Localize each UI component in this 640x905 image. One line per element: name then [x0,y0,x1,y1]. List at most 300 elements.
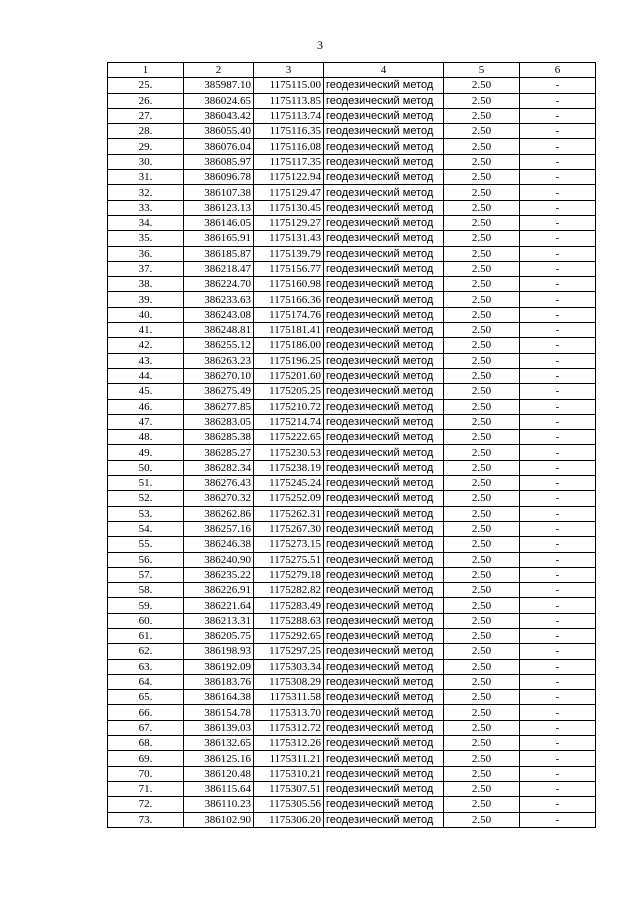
column-header-2: 2 [184,63,254,78]
point-number-cell: 73. [108,812,184,827]
y-coordinate-cell: 1175196.25 [254,353,324,368]
y-coordinate-cell: 1175313.70 [254,705,324,720]
note-cell: - [520,307,596,322]
x-coordinate-cell: 386283.05 [184,414,254,429]
point-number-cell: 62. [108,644,184,659]
x-coordinate-cell: 386120.48 [184,766,254,781]
error-cell: 2.50 [444,368,520,383]
error-cell: 2.50 [444,200,520,215]
table-row [108,736,596,751]
y-coordinate-cell: 1175267.30 [254,521,324,536]
column-header-5: 5 [444,63,520,78]
note-cell: - [520,108,596,123]
note-cell: - [520,399,596,414]
point-number-cell: 63. [108,659,184,674]
x-coordinate-cell: 386257.16 [184,521,254,536]
x-coordinate-cell: 386107.38 [184,185,254,200]
y-coordinate-cell: 1175174.76 [254,307,324,322]
error-cell: 2.50 [444,246,520,261]
note-cell: - [520,460,596,475]
method-cell: геодезический метод [324,292,444,307]
error-cell: 2.50 [444,506,520,521]
note-cell: - [520,766,596,781]
table-row [108,139,596,154]
method-cell: геодезический метод [324,139,444,154]
table-row [108,277,596,292]
y-coordinate-cell: 1175115.00 [254,78,324,93]
x-coordinate-cell: 386285.27 [184,445,254,460]
x-coordinate-cell: 386240.90 [184,552,254,567]
table-row [108,323,596,338]
table-row [108,705,596,720]
error-cell: 2.50 [444,476,520,491]
error-cell: 2.50 [444,659,520,674]
y-coordinate-cell: 1175122.94 [254,170,324,185]
table-row [108,567,596,582]
method-cell: геодезический метод [324,430,444,445]
y-coordinate-cell: 1175311.21 [254,751,324,766]
method-cell: геодезический метод [324,231,444,246]
point-number-cell: 42. [108,338,184,353]
y-coordinate-cell: 1175310.21 [254,766,324,781]
note-cell: - [520,338,596,353]
y-coordinate-cell: 1175262.31 [254,506,324,521]
table-row [108,476,596,491]
y-coordinate-cell: 1175305.56 [254,797,324,812]
table-row [108,292,596,307]
note-cell: - [520,797,596,812]
y-coordinate-cell: 1175275.51 [254,552,324,567]
coordinates-table [107,62,596,828]
table-row [108,384,596,399]
error-cell: 2.50 [444,307,520,322]
y-coordinate-cell: 1175156.77 [254,261,324,276]
table-row [108,78,596,93]
x-coordinate-cell: 386146.05 [184,215,254,230]
method-cell: геодезический метод [324,307,444,322]
table-row [108,797,596,812]
table-row [108,674,596,689]
point-number-cell: 38. [108,277,184,292]
point-number-cell: 39. [108,292,184,307]
y-coordinate-cell: 1175230.53 [254,445,324,460]
method-cell: геодезический метод [324,414,444,429]
method-cell: геодезический метод [324,781,444,796]
error-cell: 2.50 [444,521,520,536]
method-cell: геодезический метод [324,460,444,475]
y-coordinate-cell: 1175303.34 [254,659,324,674]
table-row [108,537,596,552]
y-coordinate-cell: 1175205.25 [254,384,324,399]
x-coordinate-cell: 386192.09 [184,659,254,674]
note-cell: - [520,414,596,429]
point-number-cell: 51. [108,476,184,491]
x-coordinate-cell: 385987.10 [184,78,254,93]
method-cell: геодезический метод [324,521,444,536]
x-coordinate-cell: 386076.04 [184,139,254,154]
error-cell: 2.50 [444,460,520,475]
table-row [108,628,596,643]
error-cell: 2.50 [444,231,520,246]
error-cell: 2.50 [444,353,520,368]
error-cell: 2.50 [444,292,520,307]
point-number-cell: 55. [108,537,184,552]
note-cell: - [520,690,596,705]
point-number-cell: 33. [108,200,184,215]
point-number-cell: 66. [108,705,184,720]
error-cell: 2.50 [444,720,520,735]
y-coordinate-cell: 1175252.09 [254,491,324,506]
error-cell: 2.50 [444,736,520,751]
point-number-cell: 72. [108,797,184,812]
note-cell: - [520,231,596,246]
point-number-cell: 36. [108,246,184,261]
y-coordinate-cell: 1175307.51 [254,781,324,796]
x-coordinate-cell: 386043.42 [184,108,254,123]
error-cell: 2.50 [444,598,520,613]
x-coordinate-cell: 386213.31 [184,613,254,628]
table-row [108,246,596,261]
note-cell: - [520,613,596,628]
table-row [108,720,596,735]
error-cell: 2.50 [444,430,520,445]
table-row [108,154,596,169]
error-cell: 2.50 [444,613,520,628]
method-cell: геодезический метод [324,766,444,781]
table-row [108,430,596,445]
x-coordinate-cell: 386125.16 [184,751,254,766]
point-number-cell: 32. [108,185,184,200]
method-cell: геодезический метод [324,583,444,598]
y-coordinate-cell: 1175222.65 [254,430,324,445]
table-header-row [108,63,596,78]
y-coordinate-cell: 1175238.19 [254,460,324,475]
y-coordinate-cell: 1175116.35 [254,124,324,139]
point-number-cell: 54. [108,521,184,536]
point-number-cell: 25. [108,78,184,93]
x-coordinate-cell: 386277.85 [184,399,254,414]
point-number-cell: 68. [108,736,184,751]
method-cell: геодезический метод [324,506,444,521]
table-row [108,598,596,613]
x-coordinate-cell: 386198.93 [184,644,254,659]
method-cell: геодезический метод [324,78,444,93]
x-coordinate-cell: 386221.64 [184,598,254,613]
note-cell: - [520,506,596,521]
point-number-cell: 58. [108,583,184,598]
note-cell: - [520,537,596,552]
x-coordinate-cell: 386262.86 [184,506,254,521]
x-coordinate-cell: 386275.49 [184,384,254,399]
x-coordinate-cell: 386164.38 [184,690,254,705]
column-header-3: 3 [254,63,324,78]
y-coordinate-cell: 1175131.43 [254,231,324,246]
x-coordinate-cell: 386248.81 [184,323,254,338]
y-coordinate-cell: 1175129.47 [254,185,324,200]
x-coordinate-cell: 386123.13 [184,200,254,215]
method-cell: геодезический метод [324,537,444,552]
x-coordinate-cell: 386183.76 [184,674,254,689]
column-header-6: 6 [520,63,596,78]
x-coordinate-cell: 386085.97 [184,154,254,169]
error-cell: 2.50 [444,690,520,705]
y-coordinate-cell: 1175166.36 [254,292,324,307]
column-header-1: 1 [108,63,184,78]
method-cell: геодезический метод [324,368,444,383]
column-header-4: 4 [324,63,444,78]
error-cell: 2.50 [444,261,520,276]
note-cell: - [520,705,596,720]
table-row [108,368,596,383]
note-cell: - [520,812,596,827]
error-cell: 2.50 [444,781,520,796]
method-cell: геодезический метод [324,598,444,613]
point-number-cell: 65. [108,690,184,705]
table-row [108,399,596,414]
note-cell: - [520,476,596,491]
point-number-cell: 41. [108,323,184,338]
x-coordinate-cell: 386224.70 [184,277,254,292]
note-cell: - [520,353,596,368]
note-cell: - [520,659,596,674]
method-cell: геодезический метод [324,705,444,720]
point-number-cell: 48. [108,430,184,445]
error-cell: 2.50 [444,93,520,108]
point-number-cell: 59. [108,598,184,613]
point-number-cell: 34. [108,215,184,230]
table-body [108,78,596,828]
y-coordinate-cell: 1175113.85 [254,93,324,108]
point-number-cell: 57. [108,567,184,582]
point-number-cell: 52. [108,491,184,506]
table-row [108,261,596,276]
point-number-cell: 44. [108,368,184,383]
method-cell: геодезический метод [324,628,444,643]
method-cell: геодезический метод [324,491,444,506]
error-cell: 2.50 [444,812,520,827]
method-cell: геодезический метод [324,246,444,261]
method-cell: геодезический метод [324,613,444,628]
table-row [108,781,596,796]
error-cell: 2.50 [444,399,520,414]
x-coordinate-cell: 386233.63 [184,292,254,307]
note-cell: - [520,736,596,751]
method-cell: геодезический метод [324,751,444,766]
table-row [108,445,596,460]
table-row [108,93,596,108]
table-row [108,613,596,628]
error-cell: 2.50 [444,185,520,200]
x-coordinate-cell: 386282.34 [184,460,254,475]
x-coordinate-cell: 386115.64 [184,781,254,796]
note-cell: - [520,170,596,185]
table-row [108,583,596,598]
point-number-cell: 46. [108,399,184,414]
x-coordinate-cell: 386132.65 [184,736,254,751]
note-cell: - [520,124,596,139]
point-number-cell: 56. [108,552,184,567]
note-cell: - [520,139,596,154]
method-cell: геодезический метод [324,323,444,338]
point-number-cell: 60. [108,613,184,628]
note-cell: - [520,598,596,613]
table-row [108,353,596,368]
table-row [108,414,596,429]
x-coordinate-cell: 386246.38 [184,537,254,552]
note-cell: - [520,781,596,796]
table-row [108,506,596,521]
method-cell: геодезический метод [324,124,444,139]
y-coordinate-cell: 1175282.82 [254,583,324,598]
method-cell: геодезический метод [324,261,444,276]
x-coordinate-cell: 386235.22 [184,567,254,582]
note-cell: - [520,185,596,200]
note-cell: - [520,583,596,598]
point-number-cell: 64. [108,674,184,689]
note-cell: - [520,445,596,460]
note-cell: - [520,751,596,766]
error-cell: 2.50 [444,751,520,766]
error-cell: 2.50 [444,583,520,598]
y-coordinate-cell: 1175306.20 [254,812,324,827]
note-cell: - [520,674,596,689]
error-cell: 2.50 [444,323,520,338]
y-coordinate-cell: 1175116.08 [254,139,324,154]
table-row [108,521,596,536]
note-cell: - [520,93,596,108]
table-row [108,751,596,766]
method-cell: геодезический метод [324,797,444,812]
y-coordinate-cell: 1175186.00 [254,338,324,353]
error-cell: 2.50 [444,567,520,582]
table-row [108,185,596,200]
y-coordinate-cell: 1175130.45 [254,200,324,215]
table-row [108,108,596,123]
error-cell: 2.50 [444,766,520,781]
point-number-cell: 27. [108,108,184,123]
error-cell: 2.50 [444,78,520,93]
error-cell: 2.50 [444,537,520,552]
point-number-cell: 49. [108,445,184,460]
y-coordinate-cell: 1175201.60 [254,368,324,383]
error-cell: 2.50 [444,154,520,169]
table-row [108,812,596,827]
point-number-cell: 45. [108,384,184,399]
x-coordinate-cell: 386218.47 [184,261,254,276]
point-number-cell: 40. [108,307,184,322]
y-coordinate-cell: 1175181.41 [254,323,324,338]
method-cell: геодезический метод [324,720,444,735]
y-coordinate-cell: 1175283.49 [254,598,324,613]
note-cell: - [520,567,596,582]
point-number-cell: 47. [108,414,184,429]
y-coordinate-cell: 1175129.27 [254,215,324,230]
x-coordinate-cell: 386154.78 [184,705,254,720]
table-row [108,659,596,674]
note-cell: - [520,628,596,643]
method-cell: геодезический метод [324,154,444,169]
method-cell: геодезический метод [324,445,444,460]
point-number-cell: 37. [108,261,184,276]
x-coordinate-cell: 386255.12 [184,338,254,353]
x-coordinate-cell: 386024.65 [184,93,254,108]
x-coordinate-cell: 386205.75 [184,628,254,643]
y-coordinate-cell: 1175312.72 [254,720,324,735]
method-cell: геодезический метод [324,353,444,368]
error-cell: 2.50 [444,628,520,643]
point-number-cell: 70. [108,766,184,781]
x-coordinate-cell: 386055.40 [184,124,254,139]
error-cell: 2.50 [444,445,520,460]
point-number-cell: 29. [108,139,184,154]
x-coordinate-cell: 386270.32 [184,491,254,506]
table-row [108,170,596,185]
error-cell: 2.50 [444,124,520,139]
point-number-cell: 35. [108,231,184,246]
y-coordinate-cell: 1175297.25 [254,644,324,659]
note-cell: - [520,552,596,567]
note-cell: - [520,368,596,383]
y-coordinate-cell: 1175279.18 [254,567,324,582]
error-cell: 2.50 [444,491,520,506]
note-cell: - [520,430,596,445]
point-number-cell: 71. [108,781,184,796]
y-coordinate-cell: 1175273.15 [254,537,324,552]
error-cell: 2.50 [444,215,520,230]
table-row [108,644,596,659]
method-cell: геодезический метод [324,185,444,200]
note-cell: - [520,261,596,276]
table-row [108,338,596,353]
point-number-cell: 26. [108,93,184,108]
method-cell: геодезический метод [324,170,444,185]
y-coordinate-cell: 1175214.74 [254,414,324,429]
y-coordinate-cell: 1175210.72 [254,399,324,414]
point-number-cell: 61. [108,628,184,643]
point-number-cell: 31. [108,170,184,185]
point-number-cell: 50. [108,460,184,475]
y-coordinate-cell: 1175160.98 [254,277,324,292]
error-cell: 2.50 [444,674,520,689]
point-number-cell: 30. [108,154,184,169]
method-cell: геодезический метод [324,736,444,751]
method-cell: геодезический метод [324,215,444,230]
method-cell: геодезический метод [324,384,444,399]
x-coordinate-cell: 386285.38 [184,430,254,445]
table-row [108,460,596,475]
note-cell: - [520,720,596,735]
y-coordinate-cell: 1175117.35 [254,154,324,169]
x-coordinate-cell: 386165.91 [184,231,254,246]
table-row [108,766,596,781]
x-coordinate-cell: 386226.91 [184,583,254,598]
point-number-cell: 28. [108,124,184,139]
error-cell: 2.50 [444,797,520,812]
method-cell: геодезический метод [324,200,444,215]
x-coordinate-cell: 386263.23 [184,353,254,368]
method-cell: геодезический метод [324,567,444,582]
table-row [108,200,596,215]
point-number-cell: 67. [108,720,184,735]
x-coordinate-cell: 386139.03 [184,720,254,735]
error-cell: 2.50 [444,338,520,353]
point-number-cell: 43. [108,353,184,368]
x-coordinate-cell: 386110.23 [184,797,254,812]
y-coordinate-cell: 1175311.58 [254,690,324,705]
method-cell: геодезический метод [324,552,444,567]
y-coordinate-cell: 1175245.24 [254,476,324,491]
note-cell: - [520,521,596,536]
